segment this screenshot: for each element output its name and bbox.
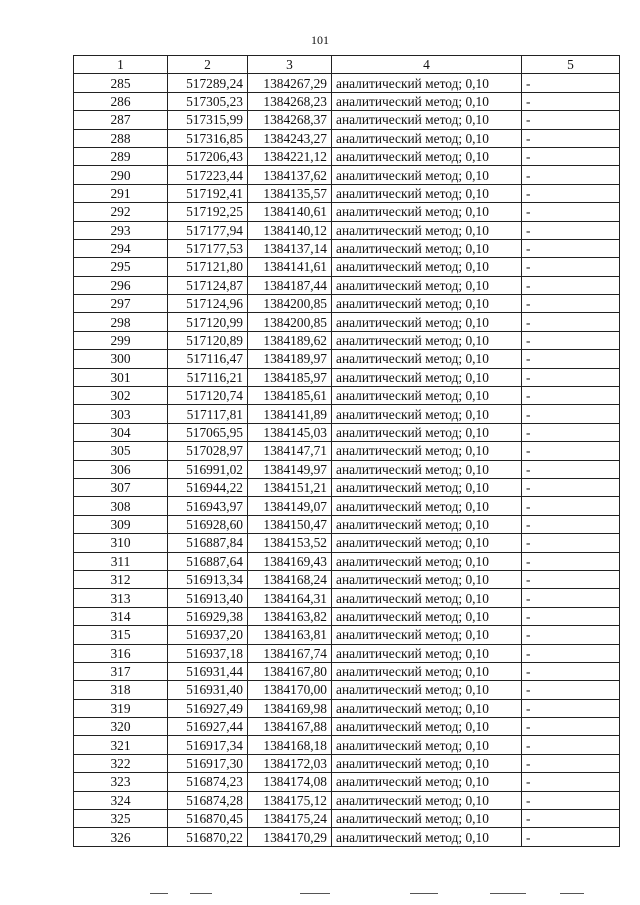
x-coordinate-cell: 516913,40 xyxy=(168,589,248,607)
method-cell: аналитический метод; 0,10 xyxy=(332,423,522,441)
method-cell: аналитический метод; 0,10 xyxy=(332,239,522,257)
y-coordinate-cell: 1384267,29 xyxy=(248,74,332,92)
y-coordinate-cell: 1384167,88 xyxy=(248,718,332,736)
note-cell: - xyxy=(522,515,620,533)
y-coordinate-cell: 1384149,07 xyxy=(248,497,332,515)
y-coordinate-cell: 1384141,89 xyxy=(248,405,332,423)
x-coordinate-cell: 517192,41 xyxy=(168,184,248,202)
note-cell: - xyxy=(522,497,620,515)
note-cell: - xyxy=(522,350,620,368)
y-coordinate-cell: 1384268,37 xyxy=(248,111,332,129)
table-row xyxy=(74,460,620,478)
note-cell: - xyxy=(522,92,620,110)
method-cell: аналитический метод; 0,10 xyxy=(332,515,522,533)
y-coordinate-cell: 1384170,00 xyxy=(248,681,332,699)
y-coordinate-cell: 1384175,12 xyxy=(248,791,332,809)
x-coordinate-cell: 516931,40 xyxy=(168,681,248,699)
point-number-cell: 304 xyxy=(74,423,168,441)
y-coordinate-cell: 1384150,47 xyxy=(248,515,332,533)
x-coordinate-cell: 516870,45 xyxy=(168,810,248,828)
note-cell: - xyxy=(522,405,620,423)
table-row xyxy=(74,203,620,221)
x-coordinate-cell: 516874,28 xyxy=(168,791,248,809)
note-cell: - xyxy=(522,203,620,221)
method-cell: аналитический метод; 0,10 xyxy=(332,589,522,607)
column-header-2: 2 xyxy=(168,56,248,74)
method-cell: аналитический метод; 0,10 xyxy=(332,331,522,349)
note-cell: - xyxy=(522,147,620,165)
point-number-cell: 311 xyxy=(74,552,168,570)
x-coordinate-cell: 517116,47 xyxy=(168,350,248,368)
table-row xyxy=(74,74,620,92)
x-coordinate-cell: 516870,22 xyxy=(168,828,248,846)
method-cell: аналитический метод; 0,10 xyxy=(332,534,522,552)
x-coordinate-cell: 516927,49 xyxy=(168,699,248,717)
y-coordinate-cell: 1384145,03 xyxy=(248,423,332,441)
point-number-cell: 312 xyxy=(74,570,168,588)
method-cell: аналитический метод; 0,10 xyxy=(332,350,522,368)
note-cell: - xyxy=(522,184,620,202)
method-cell: аналитический метод; 0,10 xyxy=(332,570,522,588)
y-coordinate-cell: 1384187,44 xyxy=(248,276,332,294)
x-coordinate-cell: 517028,97 xyxy=(168,442,248,460)
x-coordinate-cell: 517192,25 xyxy=(168,203,248,221)
x-coordinate-cell: 517316,85 xyxy=(168,129,248,147)
table-row xyxy=(74,478,620,496)
x-coordinate-cell: 516944,22 xyxy=(168,478,248,496)
point-number-cell: 314 xyxy=(74,607,168,625)
column-header-1: 1 xyxy=(74,56,168,74)
note-cell: - xyxy=(522,736,620,754)
method-cell: аналитический метод; 0,10 xyxy=(332,773,522,791)
note-cell: - xyxy=(522,460,620,478)
y-coordinate-cell: 1384268,23 xyxy=(248,92,332,110)
point-number-cell: 318 xyxy=(74,681,168,699)
x-coordinate-cell: 517289,24 xyxy=(168,74,248,92)
point-number-cell: 296 xyxy=(74,276,168,294)
y-coordinate-cell: 1384167,80 xyxy=(248,662,332,680)
note-cell: - xyxy=(522,74,620,92)
y-coordinate-cell: 1384163,82 xyxy=(248,607,332,625)
table-row xyxy=(74,828,620,846)
y-coordinate-cell: 1384221,12 xyxy=(248,147,332,165)
y-coordinate-cell: 1384189,62 xyxy=(248,331,332,349)
x-coordinate-cell: 516917,30 xyxy=(168,754,248,772)
x-coordinate-cell: 517315,99 xyxy=(168,111,248,129)
note-cell: - xyxy=(522,423,620,441)
table-row xyxy=(74,147,620,165)
x-coordinate-cell: 516928,60 xyxy=(168,515,248,533)
note-cell: - xyxy=(522,221,620,239)
method-cell: аналитический метод; 0,10 xyxy=(332,607,522,625)
point-number-cell: 326 xyxy=(74,828,168,846)
method-cell: аналитический метод; 0,10 xyxy=(332,387,522,405)
point-number-cell: 298 xyxy=(74,313,168,331)
y-coordinate-cell: 1384167,74 xyxy=(248,644,332,662)
point-number-cell: 320 xyxy=(74,718,168,736)
x-coordinate-cell: 516931,44 xyxy=(168,662,248,680)
column-header-4: 4 xyxy=(332,56,522,74)
table-row xyxy=(74,552,620,570)
note-cell: - xyxy=(522,754,620,772)
table-row xyxy=(74,497,620,515)
table-body xyxy=(74,74,620,846)
y-coordinate-cell: 1384135,57 xyxy=(248,184,332,202)
x-coordinate-cell: 517124,96 xyxy=(168,295,248,313)
note-cell: - xyxy=(522,791,620,809)
table-row xyxy=(74,754,620,772)
point-number-cell: 319 xyxy=(74,699,168,717)
y-coordinate-cell: 1384170,29 xyxy=(248,828,332,846)
y-coordinate-cell: 1384185,61 xyxy=(248,387,332,405)
table-row xyxy=(74,810,620,828)
table-row xyxy=(74,662,620,680)
note-cell: - xyxy=(522,478,620,496)
point-number-cell: 286 xyxy=(74,92,168,110)
y-coordinate-cell: 1384140,12 xyxy=(248,221,332,239)
table-row xyxy=(74,699,620,717)
table-row xyxy=(74,791,620,809)
table-row xyxy=(74,644,620,662)
x-coordinate-cell: 517206,43 xyxy=(168,147,248,165)
table-row xyxy=(74,92,620,110)
method-cell: аналитический метод; 0,10 xyxy=(332,699,522,717)
x-coordinate-cell: 516917,34 xyxy=(168,736,248,754)
method-cell: аналитический метод; 0,10 xyxy=(332,497,522,515)
x-coordinate-cell: 517177,94 xyxy=(168,221,248,239)
method-cell: аналитический метод; 0,10 xyxy=(332,810,522,828)
method-cell: аналитический метод; 0,10 xyxy=(332,221,522,239)
y-coordinate-cell: 1384141,61 xyxy=(248,258,332,276)
note-cell: - xyxy=(522,773,620,791)
x-coordinate-cell: 516937,18 xyxy=(168,644,248,662)
note-cell: - xyxy=(522,295,620,313)
header-row xyxy=(74,56,620,74)
x-coordinate-cell: 516929,38 xyxy=(168,607,248,625)
method-cell: аналитический метод; 0,10 xyxy=(332,442,522,460)
table-row xyxy=(74,570,620,588)
y-coordinate-cell: 1384149,97 xyxy=(248,460,332,478)
table-row xyxy=(74,331,620,349)
table-header xyxy=(74,56,620,74)
note-cell: - xyxy=(522,313,620,331)
note-cell: - xyxy=(522,387,620,405)
y-coordinate-cell: 1384243,27 xyxy=(248,129,332,147)
y-coordinate-cell: 1384169,98 xyxy=(248,699,332,717)
note-cell: - xyxy=(522,276,620,294)
table-row xyxy=(74,773,620,791)
page-number: 101 xyxy=(311,33,329,47)
note-cell: - xyxy=(522,607,620,625)
point-number-cell: 302 xyxy=(74,387,168,405)
method-cell: аналитический метод; 0,10 xyxy=(332,74,522,92)
y-coordinate-cell: 1384189,97 xyxy=(248,350,332,368)
table-row xyxy=(74,184,620,202)
table-row xyxy=(74,239,620,257)
point-number-cell: 294 xyxy=(74,239,168,257)
note-cell: - xyxy=(522,589,620,607)
point-number-cell: 323 xyxy=(74,773,168,791)
table-row xyxy=(74,589,620,607)
point-number-cell: 324 xyxy=(74,791,168,809)
y-coordinate-cell: 1384164,31 xyxy=(248,589,332,607)
y-coordinate-cell: 1384137,62 xyxy=(248,166,332,184)
table-row xyxy=(74,736,620,754)
table-row xyxy=(74,442,620,460)
table-row xyxy=(74,276,620,294)
point-number-cell: 305 xyxy=(74,442,168,460)
method-cell: аналитический метод; 0,10 xyxy=(332,681,522,699)
point-number-cell: 310 xyxy=(74,534,168,552)
table-row xyxy=(74,129,620,147)
point-number-cell: 295 xyxy=(74,258,168,276)
point-number-cell: 303 xyxy=(74,405,168,423)
y-coordinate-cell: 1384174,08 xyxy=(248,773,332,791)
method-cell: аналитический метод; 0,10 xyxy=(332,368,522,386)
method-cell: аналитический метод; 0,10 xyxy=(332,166,522,184)
method-cell: аналитический метод; 0,10 xyxy=(332,258,522,276)
method-cell: аналитический метод; 0,10 xyxy=(332,718,522,736)
y-coordinate-cell: 1384200,85 xyxy=(248,313,332,331)
table-row xyxy=(74,368,620,386)
method-cell: аналитический метод; 0,10 xyxy=(332,662,522,680)
point-number-cell: 287 xyxy=(74,111,168,129)
table-row xyxy=(74,626,620,644)
point-number-cell: 285 xyxy=(74,74,168,92)
note-cell: - xyxy=(522,368,620,386)
note-cell: - xyxy=(522,644,620,662)
y-coordinate-cell: 1384200,85 xyxy=(248,295,332,313)
x-coordinate-cell: 517177,53 xyxy=(168,239,248,257)
table-row xyxy=(74,423,620,441)
note-cell: - xyxy=(522,626,620,644)
y-coordinate-cell: 1384151,21 xyxy=(248,478,332,496)
point-number-cell: 322 xyxy=(74,754,168,772)
method-cell: аналитический метод; 0,10 xyxy=(332,460,522,478)
note-cell: - xyxy=(522,699,620,717)
method-cell: аналитический метод; 0,10 xyxy=(332,791,522,809)
method-cell: аналитический метод; 0,10 xyxy=(332,295,522,313)
table-row xyxy=(74,534,620,552)
x-coordinate-cell: 517065,95 xyxy=(168,423,248,441)
point-number-cell: 288 xyxy=(74,129,168,147)
point-number-cell: 307 xyxy=(74,478,168,496)
method-cell: аналитический метод; 0,10 xyxy=(332,754,522,772)
method-cell: аналитический метод; 0,10 xyxy=(332,184,522,202)
point-number-cell: 289 xyxy=(74,147,168,165)
x-coordinate-cell: 517121,80 xyxy=(168,258,248,276)
note-cell: - xyxy=(522,534,620,552)
table-row xyxy=(74,166,620,184)
x-coordinate-cell: 516887,64 xyxy=(168,552,248,570)
x-coordinate-cell: 516874,23 xyxy=(168,773,248,791)
note-cell: - xyxy=(522,331,620,349)
scan-artifact-marks xyxy=(150,893,590,897)
method-cell: аналитический метод; 0,10 xyxy=(332,552,522,570)
note-cell: - xyxy=(522,239,620,257)
method-cell: аналитический метод; 0,10 xyxy=(332,313,522,331)
note-cell: - xyxy=(522,166,620,184)
method-cell: аналитический метод; 0,10 xyxy=(332,626,522,644)
y-coordinate-cell: 1384169,43 xyxy=(248,552,332,570)
y-coordinate-cell: 1384172,03 xyxy=(248,754,332,772)
point-number-cell: 306 xyxy=(74,460,168,478)
x-coordinate-cell: 516937,20 xyxy=(168,626,248,644)
point-number-cell: 321 xyxy=(74,736,168,754)
note-cell: - xyxy=(522,681,620,699)
note-cell: - xyxy=(522,258,620,276)
point-number-cell: 316 xyxy=(74,644,168,662)
column-header-5: 5 xyxy=(522,56,620,74)
table-row xyxy=(74,718,620,736)
table-row xyxy=(74,221,620,239)
point-number-cell: 308 xyxy=(74,497,168,515)
x-coordinate-cell: 517116,21 xyxy=(168,368,248,386)
note-cell: - xyxy=(522,828,620,846)
x-coordinate-cell: 517117,81 xyxy=(168,405,248,423)
method-cell: аналитический метод; 0,10 xyxy=(332,147,522,165)
x-coordinate-cell: 517124,87 xyxy=(168,276,248,294)
note-cell: - xyxy=(522,718,620,736)
method-cell: аналитический метод; 0,10 xyxy=(332,111,522,129)
table-row xyxy=(74,258,620,276)
y-coordinate-cell: 1384153,52 xyxy=(248,534,332,552)
y-coordinate-cell: 1384163,81 xyxy=(248,626,332,644)
table-row xyxy=(74,405,620,423)
y-coordinate-cell: 1384175,24 xyxy=(248,810,332,828)
x-coordinate-cell: 517223,44 xyxy=(168,166,248,184)
point-number-cell: 309 xyxy=(74,515,168,533)
y-coordinate-cell: 1384168,18 xyxy=(248,736,332,754)
y-coordinate-cell: 1384185,97 xyxy=(248,368,332,386)
y-coordinate-cell: 1384137,14 xyxy=(248,239,332,257)
method-cell: аналитический метод; 0,10 xyxy=(332,478,522,496)
point-number-cell: 315 xyxy=(74,626,168,644)
x-coordinate-cell: 517305,23 xyxy=(168,92,248,110)
table-row xyxy=(74,313,620,331)
coordinates-table xyxy=(73,55,620,847)
point-number-cell: 297 xyxy=(74,295,168,313)
method-cell: аналитический метод; 0,10 xyxy=(332,405,522,423)
point-number-cell: 290 xyxy=(74,166,168,184)
method-cell: аналитический метод; 0,10 xyxy=(332,129,522,147)
method-cell: аналитический метод; 0,10 xyxy=(332,644,522,662)
x-coordinate-cell: 517120,99 xyxy=(168,313,248,331)
x-coordinate-cell: 516991,02 xyxy=(168,460,248,478)
method-cell: аналитический метод; 0,10 xyxy=(332,203,522,221)
y-coordinate-cell: 1384140,61 xyxy=(248,203,332,221)
method-cell: аналитический метод; 0,10 xyxy=(332,828,522,846)
point-number-cell: 291 xyxy=(74,184,168,202)
table-row xyxy=(74,350,620,368)
table-row xyxy=(74,607,620,625)
note-cell: - xyxy=(522,810,620,828)
x-coordinate-cell: 516913,34 xyxy=(168,570,248,588)
x-coordinate-cell: 517120,89 xyxy=(168,331,248,349)
table-row xyxy=(74,515,620,533)
table-row xyxy=(74,111,620,129)
point-number-cell: 299 xyxy=(74,331,168,349)
note-cell: - xyxy=(522,111,620,129)
point-number-cell: 292 xyxy=(74,203,168,221)
note-cell: - xyxy=(522,570,620,588)
table-row xyxy=(74,387,620,405)
table-row xyxy=(74,681,620,699)
note-cell: - xyxy=(522,442,620,460)
point-number-cell: 317 xyxy=(74,662,168,680)
x-coordinate-cell: 517120,74 xyxy=(168,387,248,405)
point-number-cell: 301 xyxy=(74,368,168,386)
note-cell: - xyxy=(522,662,620,680)
method-cell: аналитический метод; 0,10 xyxy=(332,276,522,294)
note-cell: - xyxy=(522,129,620,147)
x-coordinate-cell: 516943,97 xyxy=(168,497,248,515)
x-coordinate-cell: 516887,84 xyxy=(168,534,248,552)
point-number-cell: 325 xyxy=(74,810,168,828)
point-number-cell: 300 xyxy=(74,350,168,368)
note-cell: - xyxy=(522,552,620,570)
column-header-3: 3 xyxy=(248,56,332,74)
x-coordinate-cell: 516927,44 xyxy=(168,718,248,736)
table-row xyxy=(74,295,620,313)
method-cell: аналитический метод; 0,10 xyxy=(332,92,522,110)
point-number-cell: 313 xyxy=(74,589,168,607)
y-coordinate-cell: 1384168,24 xyxy=(248,570,332,588)
y-coordinate-cell: 1384147,71 xyxy=(248,442,332,460)
method-cell: аналитический метод; 0,10 xyxy=(332,736,522,754)
point-number-cell: 293 xyxy=(74,221,168,239)
